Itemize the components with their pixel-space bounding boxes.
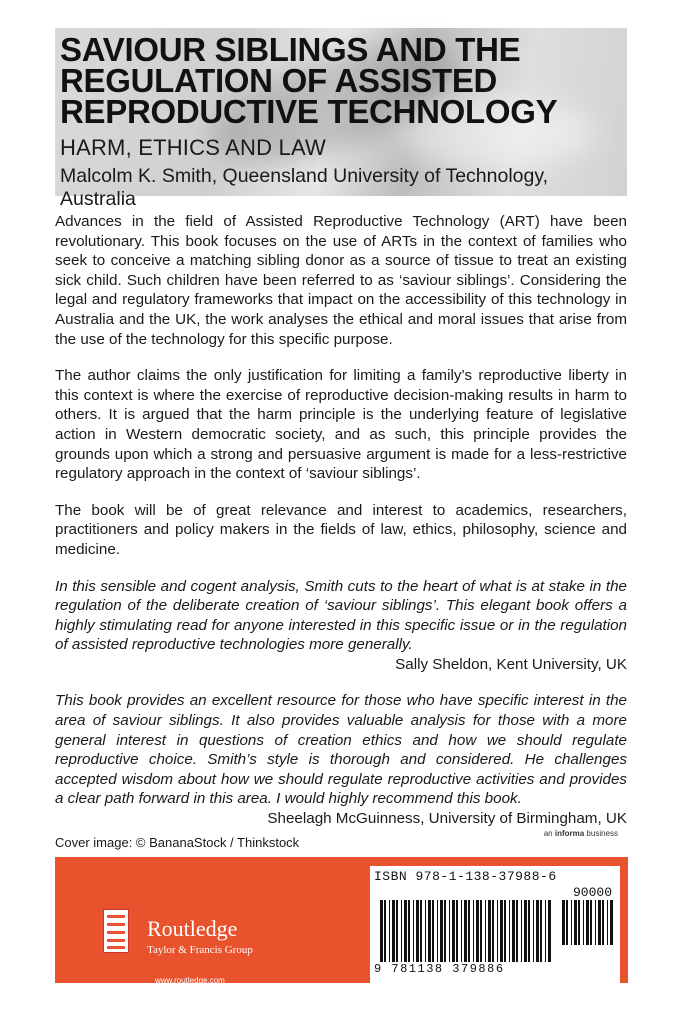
description-paragraph: The author claims the only justification for limiting a family’s reproductive liberty in this context is where the exercise of reproductive decision-making results in harm to others. It is argued that the harm principle is the underlying feature of legislative action in Western democratic society, and as such, this principle provides the grounds upon which a strong and persuasive argument is made for a less-restrictive regulatory approach in the context of ‘saviour siblings’.: [55, 367, 627, 483]
book-title-line: REPRODUCTIVE TECHNOLOGY: [60, 93, 558, 130]
endorsement-quote: [55, 577, 627, 675]
endorsement-attribution: Sally Sheldon, Kent University, UK: [395, 655, 627, 673]
endorsement-attribution: Sheelagh McGuinness, University of Birmingham, UK: [267, 810, 627, 828]
routledge-logo-icon: [103, 909, 129, 953]
publisher-group: Taylor & Francis Group: [147, 944, 253, 956]
informa-tagline: an informa business: [543, 829, 618, 838]
ean-number: 9 781138 379886: [374, 962, 505, 976]
ean-barcode: [380, 900, 550, 962]
book-title-line: SAVIOUR SIBLINGS AND THE: [60, 31, 521, 68]
price-barcode: [562, 900, 612, 945]
endorsement-text: This book provides an excellent resource for those who have specific interest in the area of saviour siblings. It also provides valuable analysis for those with a more general interest in questions of creation ethics and how we should regulate reproductive choice. Smith’s style is thorough and considered. He challenges accepted wisdom about how we should regulate reproductive activities and provides a clear path forward in this area. I would highly recommend this book.: [55, 692, 627, 808]
book-author: Malcolm K. Smith, Queensland University of Technology, Australia: [60, 165, 549, 210]
price-code: 90000: [572, 885, 612, 900]
endorsement-text: In this sensible and cogent analysis, Smith cuts to the heart of what is at stake in the regulation of the deliberate creation of ‘saviour siblings’. This elegant book offers a highly stimulating read for anyone interested in this specific issue or in the regulation of assisted reproductive technologies more generally.: [55, 577, 627, 654]
back-cover-copy: [55, 212, 627, 846]
description-paragraph: Advances in the field of Assisted Reproductive Technology (ART) have been revolutionary. This book focuses on the use of ARTs in the context of families who seek to conceive a matching sibling donor as a source of tissue to treat an existing sick child. Such children have been referred to as ‘saviour siblings’. Considering the legal and regulatory frameworks that impact on the accessibility of this technology in Australia and the UK, the work analyses the ethical and moral issues that arise from the use of the technology for this specific purpose.: [55, 213, 627, 348]
publisher-band: [55, 857, 628, 983]
barcode-panel: [370, 866, 620, 983]
publisher-name: Routledge: [147, 916, 238, 941]
cover-image-credit: Cover image: © BananaStock / Thinkstock: [55, 835, 300, 850]
endorsement-quote: [55, 691, 627, 828]
book-title-line: REGULATION OF ASSISTED: [60, 62, 498, 99]
description-paragraph: The book will be of great relevance and interest to academics, researchers, practitioners and policy makers in the fields of law, ethics, philosophy, science and medicine.: [55, 501, 627, 558]
book-title: [60, 31, 558, 130]
isbn-number: ISBN 978-1-138-37988-6: [374, 869, 557, 884]
publisher-url: www.routledge.com: [155, 976, 225, 985]
book-subtitle: HARM, ETHICS AND LAW: [60, 135, 326, 160]
header-banner: [55, 28, 627, 210]
